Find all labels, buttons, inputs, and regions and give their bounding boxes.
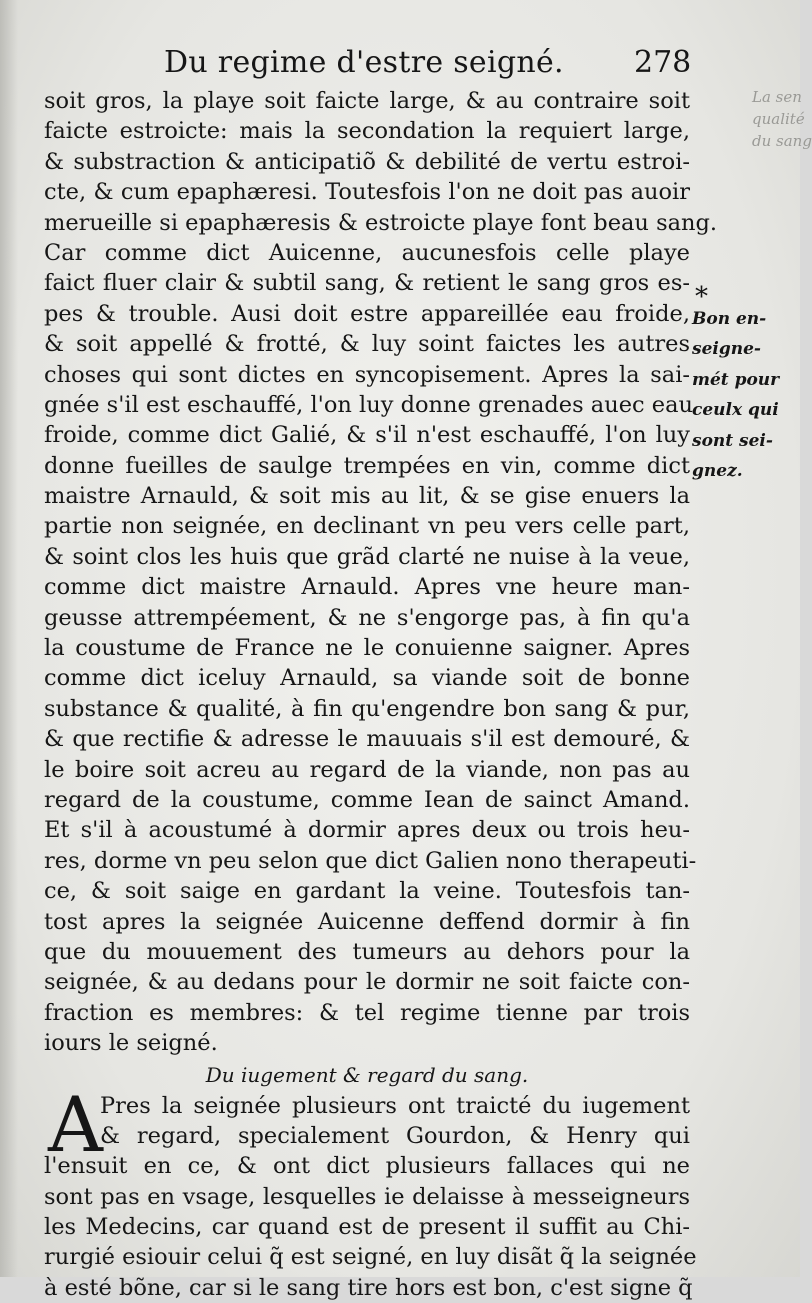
page-header [0, 46, 800, 90]
paragraph-with-drop-cap [44, 1091, 690, 1303]
margin-asterisk: * [695, 284, 708, 310]
margin-note-line: Bon en- [692, 304, 800, 334]
text-line: le boire soit acreu au regard de la viande, non pas au [44, 755, 690, 785]
text-line: geusse attrempéement, & ne s'engorge pas, à fin qu'a [44, 603, 690, 633]
margin-note-line: ceulx qui [692, 395, 800, 425]
text-line: Pres la seignée plusieurs ont traicté du iugement [44, 1091, 690, 1121]
text-line: res, dorme vn peu selon que dict Galien nono therapeuti- [44, 846, 690, 876]
text-line: fraction es membres: & tel regime tienne par trois [44, 998, 690, 1028]
text-line: gnée s'il est eschauffé, l'on luy donne grenades auec eau [44, 390, 690, 420]
text-line: iours le seigné. [44, 1028, 690, 1058]
text-line: soit gros, la playe soit faicte large, & au contraire soit [44, 86, 690, 116]
text-line: à esté bõne, car si le sang tire hors est bon, c'est signe q̃ [44, 1273, 690, 1303]
page-number: 278 [634, 46, 691, 80]
text-line: les Medecins, car quand est de present il suffit au Chi- [44, 1212, 690, 1242]
bleed-through-line: qualité [752, 108, 800, 130]
margin-note-line: gnez. [692, 456, 800, 486]
text-line: maistre Arnauld, & soit mis au lit, & se gise enuers la [44, 481, 690, 511]
text-line: Et s'il à acoustumé à dormir apres deux ou trois heu- [44, 815, 690, 845]
text-line: & que rectifie & adresse le mauuais s'il est demouré, & [44, 724, 690, 754]
text-line: sont pas en vsage, lesquelles ie delaisse à messeigneurs [44, 1182, 690, 1212]
text-line: donne fueilles de saulge trempées en vin, comme dict [44, 451, 690, 481]
text-line: & soint clos les huis que grãd clarté ne nuise à la veue, [44, 542, 690, 572]
text-line: partie non seignée, en declinant vn peu vers celle part, [44, 511, 690, 541]
section-heading: Du iugement & regard du sang. [44, 1059, 690, 1091]
text-line: froide, comme dict Galié, & s'il n'est eschauffé, l'on luy [44, 420, 690, 450]
running-title: Du regime d'estre seigné. [164, 46, 564, 80]
text-line: seignée, & au dedans pour le dormir ne soit faicte con- [44, 967, 690, 997]
text-line: merueille si epaphæresis & estroicte playe font beau sang. [44, 208, 690, 238]
text-line: l'ensuit en ce, & ont dict plusieurs fallaces qui ne [44, 1151, 690, 1181]
margin-note-line: sont sei- [692, 426, 800, 456]
text-line: rurgié esiouir celui q̃ est seigné, en luy disãt q̃ la seignée [44, 1242, 690, 1272]
bleed-through-text [752, 86, 800, 152]
bleed-through-line: du sang [752, 130, 800, 152]
text-line: & soit appellé & frotté, & luy soint faictes les autres [44, 329, 690, 359]
main-text [44, 86, 690, 1303]
text-line: & regard, specialement Gourdon, & Henry qui [44, 1121, 690, 1151]
text-line: comme dict iceluy Arnauld, sa viande soit de bonne [44, 663, 690, 693]
bleed-through-line: La sen [752, 86, 800, 108]
text-line: ce, & soit saige en gardant la veine. Toutesfois tan- [44, 876, 690, 906]
text-line: que du mouuement des tumeurs au dehors pour la [44, 937, 690, 967]
text-line: faict fluer clair & subtil sang, & retient le sang gros es- [44, 268, 690, 298]
text-line: tost apres la seignée Auicenne deffend dormir à fin [44, 907, 690, 937]
margin-note [692, 304, 800, 486]
gutter-shadow [0, 0, 18, 1277]
margin-note-line: seigne- [692, 334, 800, 364]
text-line: comme dict maistre Arnauld. Apres vne heure man- [44, 572, 690, 602]
text-line: la coustume de France ne le conuienne saigner. Apres [44, 633, 690, 663]
text-line: regard de la coustume, comme Iean de sainct Amand. [44, 785, 690, 815]
text-line: pes & trouble. Ausi doit estre appareillée eau froide, [44, 299, 690, 329]
margin-note-line: mét pour [692, 365, 800, 395]
drop-cap: A [48, 1093, 98, 1157]
text-line: cte, & cum epaphæresi. Toutesfois l'on ne doit pas auoir [44, 177, 690, 207]
text-line: choses qui sont dictes en syncopisement. Apres la sai- [44, 360, 690, 390]
text-line: faicte estroicte: mais la secondation la requiert large, [44, 116, 690, 146]
text-line: Car comme dict Auicenne, aucunesfois celle playe [44, 238, 690, 268]
text-line: & substraction & anticipatiõ & debilité de vertu estroi- [44, 147, 690, 177]
text-line: substance & qualité, à fin qu'engendre bon sang & pur, [44, 694, 690, 724]
